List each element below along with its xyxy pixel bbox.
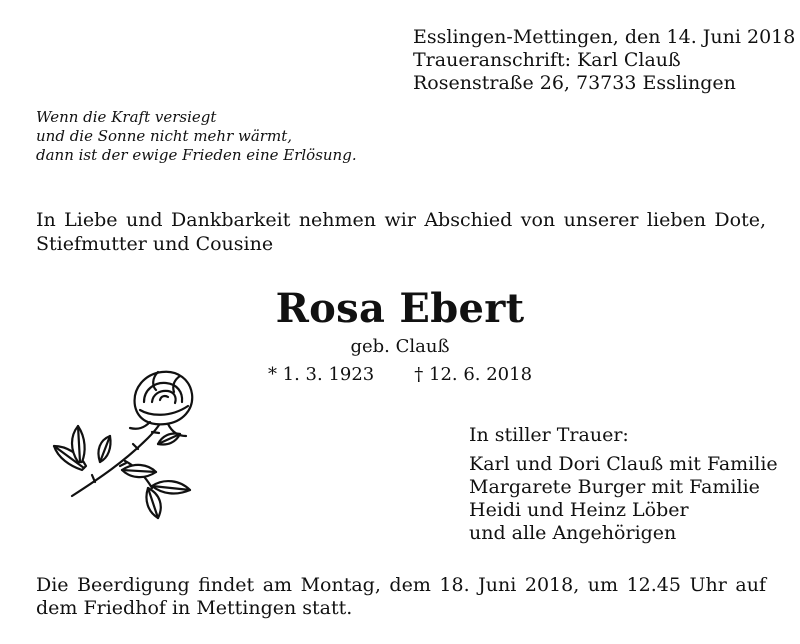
header-block — [413, 26, 795, 95]
mourners-block — [469, 424, 778, 545]
poem-line-3: dann ist der ewige Frieden eine Erlösung. — [36, 146, 357, 164]
mourner-2: Margarete Burger mit Familie — [469, 476, 760, 498]
rose-icon — [40, 366, 220, 524]
poem-line-2: und die Sonne nicht mehr wärmt, — [36, 127, 292, 145]
poem — [36, 108, 357, 165]
mourner-1: Karl und Dori Clauß mit Familie — [469, 453, 778, 475]
intro-text: In Liebe und Dankbarkeit nehmen wir Abschied von unserer lieben Dote, Stiefmutter und Cousine — [36, 209, 766, 255]
funeral-notice: Die Beerdigung findet am Montag, dem 18. Juni 2018, um 12.45 Uhr auf dem Friedhof in Mettingen statt. — [36, 574, 766, 619]
mourners-heading: In stiller Trauer: — [469, 424, 629, 446]
deceased-name: Rosa Ebert — [275, 285, 525, 332]
mourning-address-street: Rosenstraße 26, 73733 Esslingen — [413, 72, 736, 94]
mourner-4: und alle Angehörigen — [469, 522, 677, 544]
birth-date: * 1. 3. 1923 — [267, 364, 375, 385]
mourning-address-label: Traueranschrift: Karl Clauß — [413, 49, 681, 71]
place-date: Esslingen-Mettingen, den 14. Juni 2018 — [413, 26, 796, 48]
death-date: † 12. 6. 2018 — [414, 364, 533, 385]
mourner-3: Heidi und Heinz Löber — [469, 499, 689, 521]
maiden-name: geb. Clauß — [350, 336, 450, 357]
poem-line-1: Wenn die Kraft versiegt — [36, 108, 217, 126]
